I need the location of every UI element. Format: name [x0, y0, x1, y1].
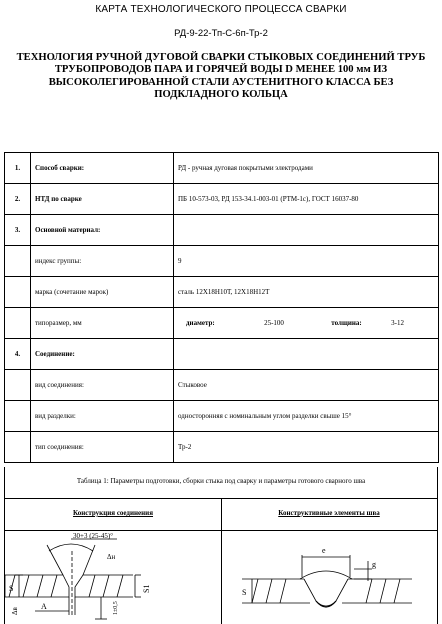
row-label: вид разделки:: [31, 401, 174, 432]
row-number: [5, 246, 31, 277]
page-title: ТЕХНОЛОГИЯ РУЧНОЙ ДУГОВОЙ СВАРКИ СТЫКОВЫХ СОЕДИНЕНИЙ ТРУБ ТРУБОПРОВОДОВ ПАРА И ГОРЯЧЕЙ ВОДЫ D МЕНЕЕ 100 мм ИЗ ВЫСОКОЛЕГИРОВАННОЙ СТАЛИ АУСТЕНИТНОГО КЛАССА БЕЗ ПОДКЛАДНОГО КОЛЬЦА: [16, 52, 426, 101]
e-label: e: [322, 546, 326, 555]
joint-design-drawing: [5, 531, 220, 624]
table-row: [5, 215, 439, 246]
table-row: [5, 401, 439, 432]
row-value: сталь 12Х18Н10Т, 12Х18Н12Т: [174, 277, 439, 308]
delta-v-label: Δв: [11, 607, 19, 615]
doc-type-heading: КАРТА ТЕХНОЛОГИЧЕСКОГО ПРОЦЕССА СВАРКИ: [95, 4, 347, 15]
delta-n-label: Δн: [107, 553, 116, 561]
row-number: [5, 401, 31, 432]
row-label: Соединение:: [31, 339, 174, 370]
row-number: [5, 432, 31, 463]
thickness-value: 3-12: [391, 319, 404, 327]
doc-code: РД-9-22-Тп-С-6п-Тр-2: [174, 28, 268, 39]
row-label: НТД по сварке: [31, 184, 174, 215]
row-label: Основной материал:: [31, 215, 174, 246]
table-row: [5, 184, 439, 215]
row-value: РД - ручная дуговая покрытыми электродами: [174, 153, 439, 184]
table-row: [5, 432, 439, 463]
row-label: индекс группы:: [31, 246, 174, 277]
drawings-section: [4, 498, 438, 624]
row-number: [5, 277, 31, 308]
row-value: ПБ 10-573-03, РД 153-34.1-003-01 (РТМ-1с), ГОСТ 16037-80: [174, 184, 439, 215]
row-number: 2.: [5, 184, 31, 215]
table-row: [5, 246, 439, 277]
angle-dimension: 30+3 (25-45)°: [73, 532, 113, 540]
row-number: [5, 370, 31, 401]
joint-design-header: Конструкция соединения: [5, 498, 222, 531]
s-label-right: S: [242, 588, 247, 597]
weld-elements-drawing: [222, 531, 437, 624]
row-value: Тр-2: [174, 432, 439, 463]
weld-elements-header: Конструктивные элементы шва: [221, 498, 437, 531]
table-row: [5, 339, 439, 370]
s1-label: S1: [142, 584, 151, 593]
thickness-label: толщина:: [331, 319, 362, 327]
row-number: 1.: [5, 153, 31, 184]
table1-caption: Таблица 1: Параметры подготовки, сборки стыка под сварку и параметры готового сварного шва: [4, 467, 438, 499]
row-number: 3.: [5, 215, 31, 246]
row-value: 9: [174, 246, 439, 277]
row-label: тип соединения:: [31, 432, 174, 463]
s-label: S: [9, 584, 14, 593]
row-number: 4.: [5, 339, 31, 370]
table-row: [5, 153, 439, 184]
row-value: односторонняя с номинальным углом разделки свыше 15°: [174, 401, 439, 432]
tolerance-label: 1±0,5: [113, 601, 119, 615]
row-label: вид соединения:: [31, 370, 174, 401]
diameter-value: 25-100: [264, 319, 284, 327]
row-label: типоразмер, мм: [31, 308, 174, 339]
a-label: A: [41, 602, 47, 611]
parameters-table: [4, 152, 439, 463]
g-label: g: [372, 560, 376, 569]
diameter-label: диаметр:: [186, 319, 215, 327]
row-label: Способ сварки:: [31, 153, 174, 184]
row-value: [174, 339, 439, 370]
row-value: Стыковое: [174, 370, 439, 401]
row-value: [174, 215, 439, 246]
row-number: [5, 308, 31, 339]
table-row: [5, 277, 439, 308]
row-label: марка (сочетание марок): [31, 277, 174, 308]
size-cell: [174, 308, 439, 339]
table-row: [5, 370, 439, 401]
table-row: [5, 308, 439, 339]
